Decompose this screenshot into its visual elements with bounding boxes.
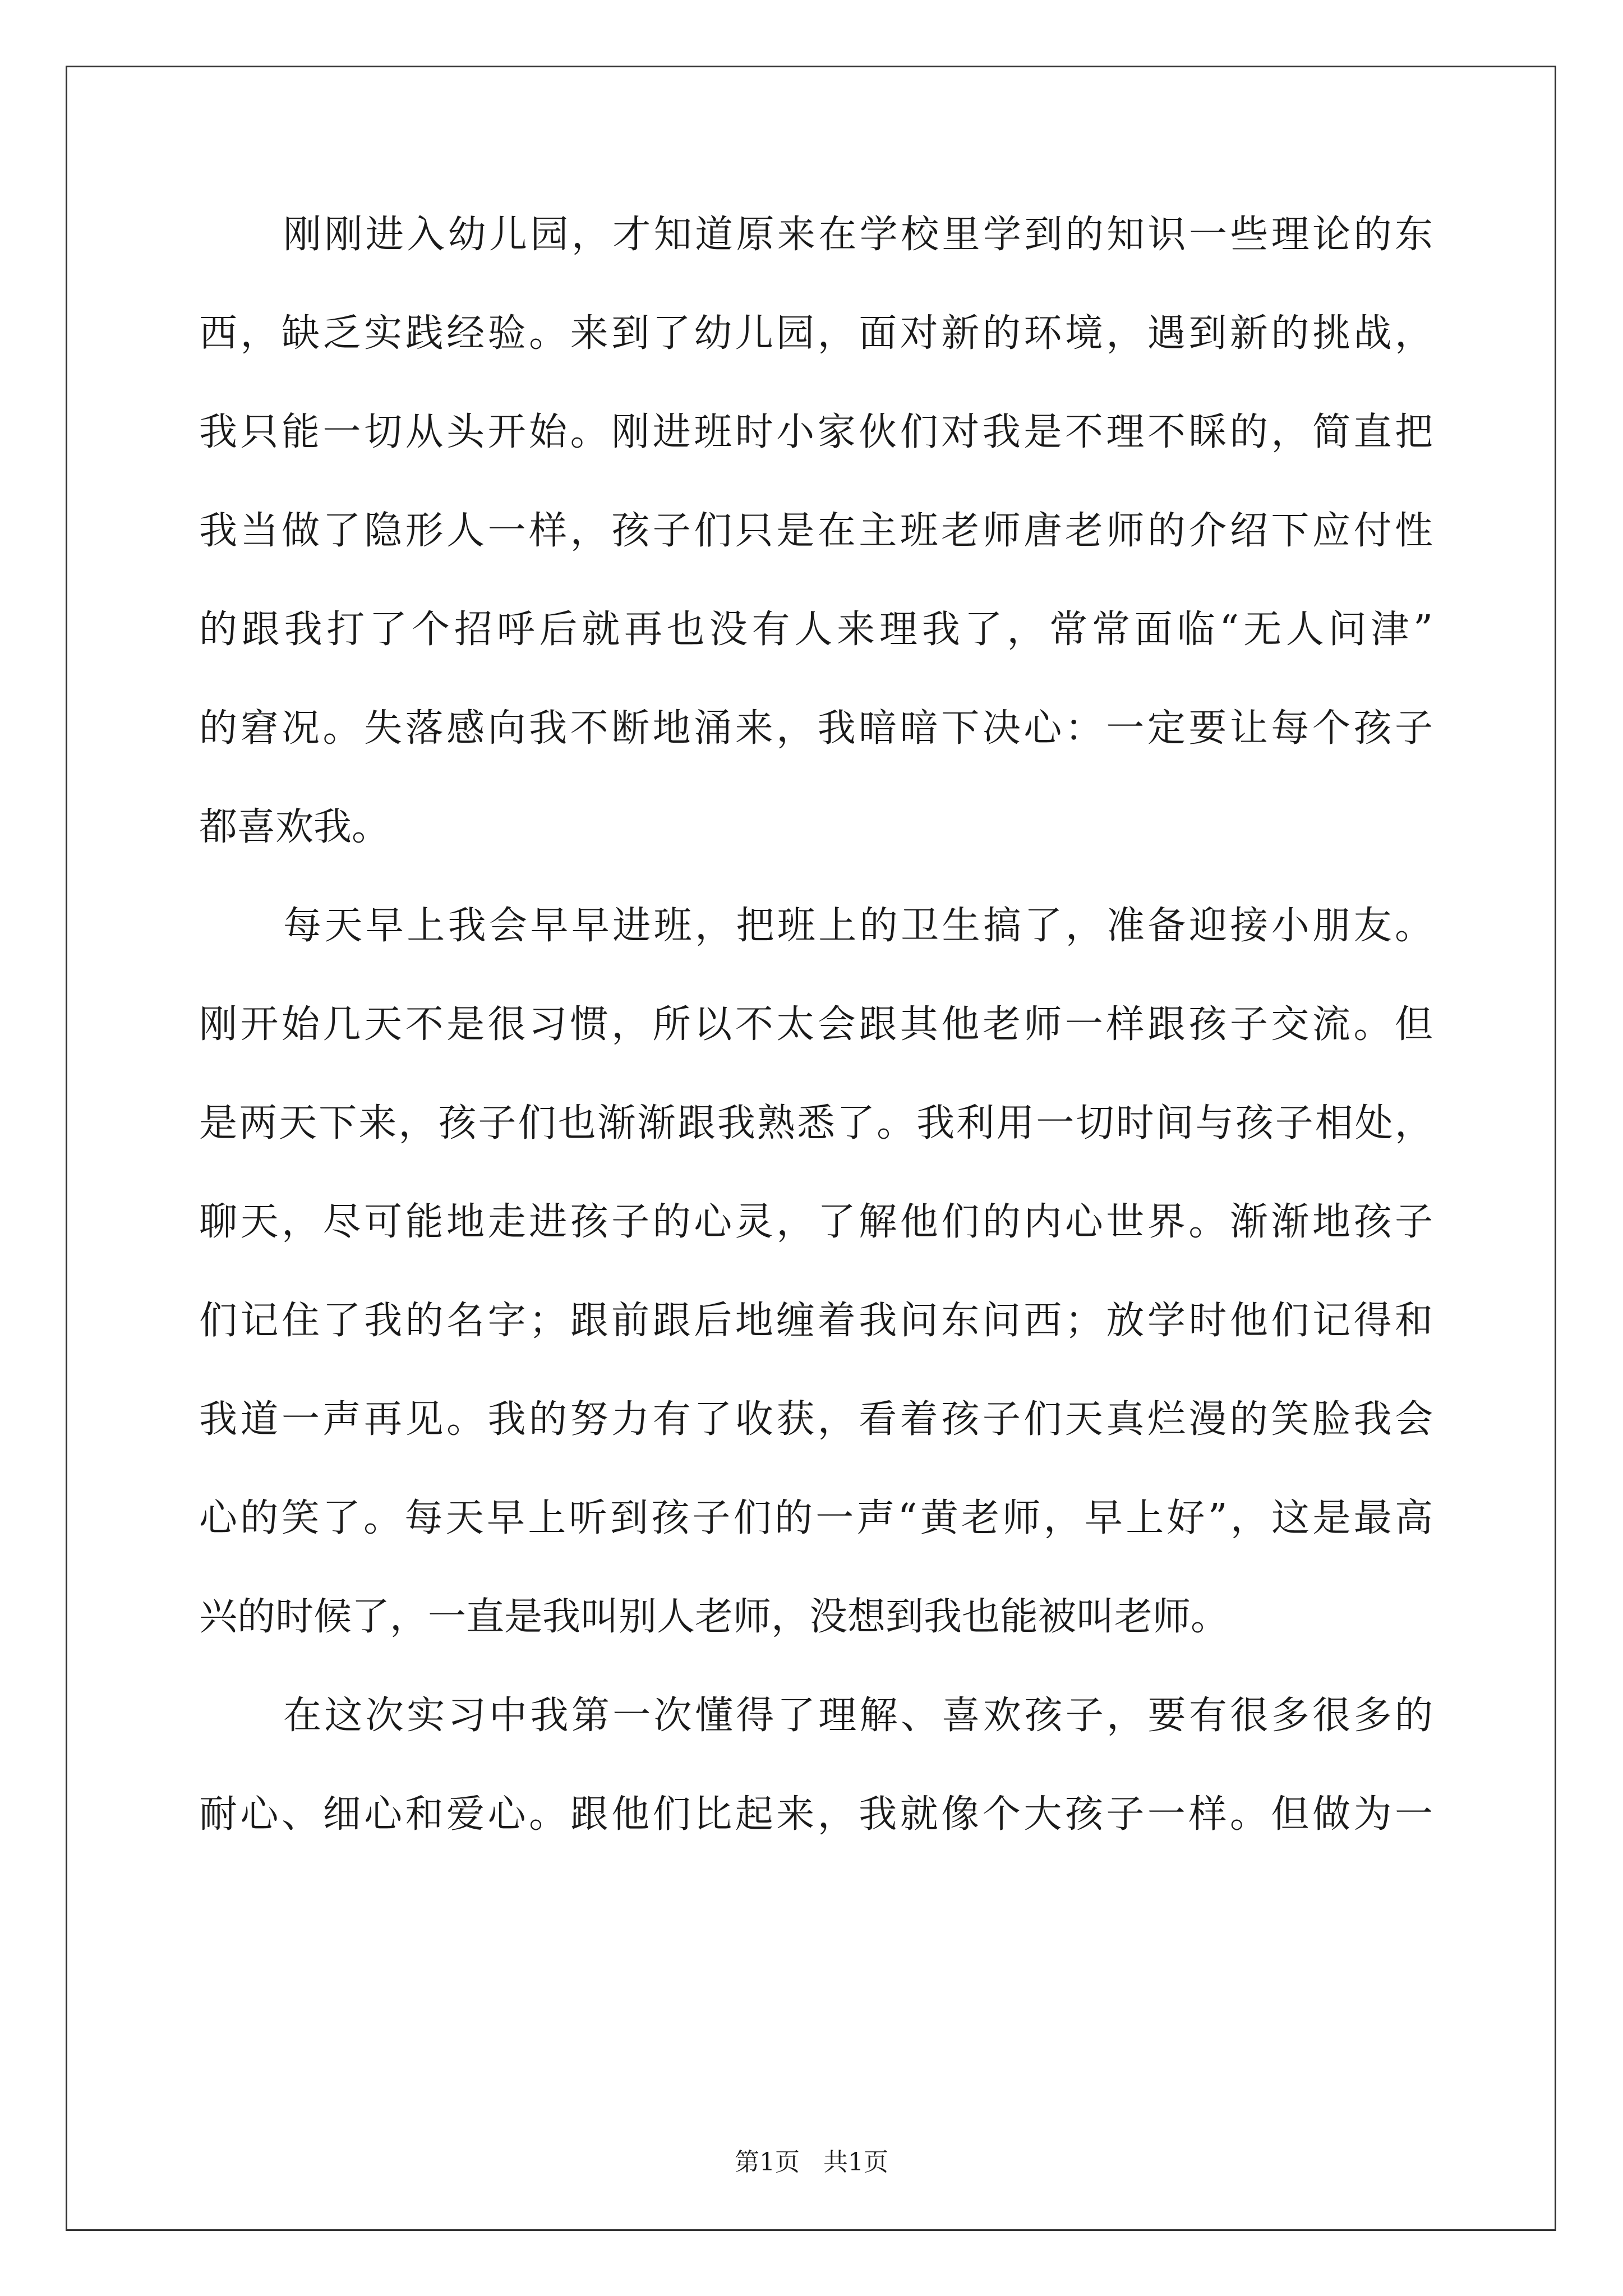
- page-border: [66, 66, 1556, 2231]
- paragraph-1-line-1: 刚刚进入幼儿园，才知道原来在学校里学到的知识一些理论的东: [283, 213, 1433, 257]
- paragraph-2-line-4: 聊天，尽可能地走进孩子的心灵，了解他们的内心世界。渐渐地孩子: [199, 1200, 1433, 1244]
- paragraph-1-line-5: 的跟我打了个招呼后就再也没有人来理我了，常常面临“无人问津”: [199, 608, 1433, 652]
- paragraph-1-line-4: 我当做了隐形人一样，孩子们只是在主班老师唐老师的介绍下应付性: [199, 509, 1433, 553]
- paragraph-1-line-2: 西，缺乏实践经验。来到了幼儿园，面对新的环境，遇到新的挑战，: [199, 311, 1433, 356]
- paragraph-2-line-3: 是两天下来，孩子们也渐渐跟我熟悉了。我利用一切时间与孩子相处，: [199, 1101, 1433, 1145]
- paragraph-3-line-2: 耐心、细心和爱心。跟他们比起来，我就像个大孩子一样。但做为一: [199, 1792, 1433, 1837]
- paragraph-1-line-3: 我只能一切从头开始。刚进班时小家伙们对我是不理不睬的，简直把: [199, 410, 1433, 454]
- paragraph-2-line-1: 每天早上我会早早进班，把班上的卫生搞了，准备迎接小朋友。: [283, 904, 1433, 948]
- paragraph-1-line-7: 都喜欢我。: [199, 805, 390, 849]
- paragraph-1-line-6: 的窘况。失落感向我不断地涌来，我暗暗下决心：一定要让每个孩子: [199, 706, 1433, 751]
- paragraph-2-line-6: 我道一声再见。我的努力有了收获，看着孩子们天真烂漫的笑脸我会: [199, 1397, 1433, 1442]
- paragraph-2-line-7: 心的笑了。每天早上听到孩子们的一声“黄老师，早上好”，这是最高: [199, 1496, 1433, 1540]
- page-number-footer: 第1页 共1页: [735, 2148, 888, 2177]
- paragraph-3-line-1: 在这次实习中我第一次懂得了理解、喜欢孩子，要有很多很多的: [283, 1694, 1433, 1738]
- paragraph-2-line-8: 兴的时候了，一直是我叫别人老师，没想到我也能被叫老师。: [199, 1595, 1229, 1639]
- paragraph-2-line-5: 们记住了我的名字；跟前跟后地缠着我问东问西；放学时他们记得和: [199, 1299, 1433, 1343]
- paragraph-2-line-2: 刚开始几天不是很习惯，所以不太会跟其他老师一样跟孩子交流。但: [199, 1002, 1433, 1047]
